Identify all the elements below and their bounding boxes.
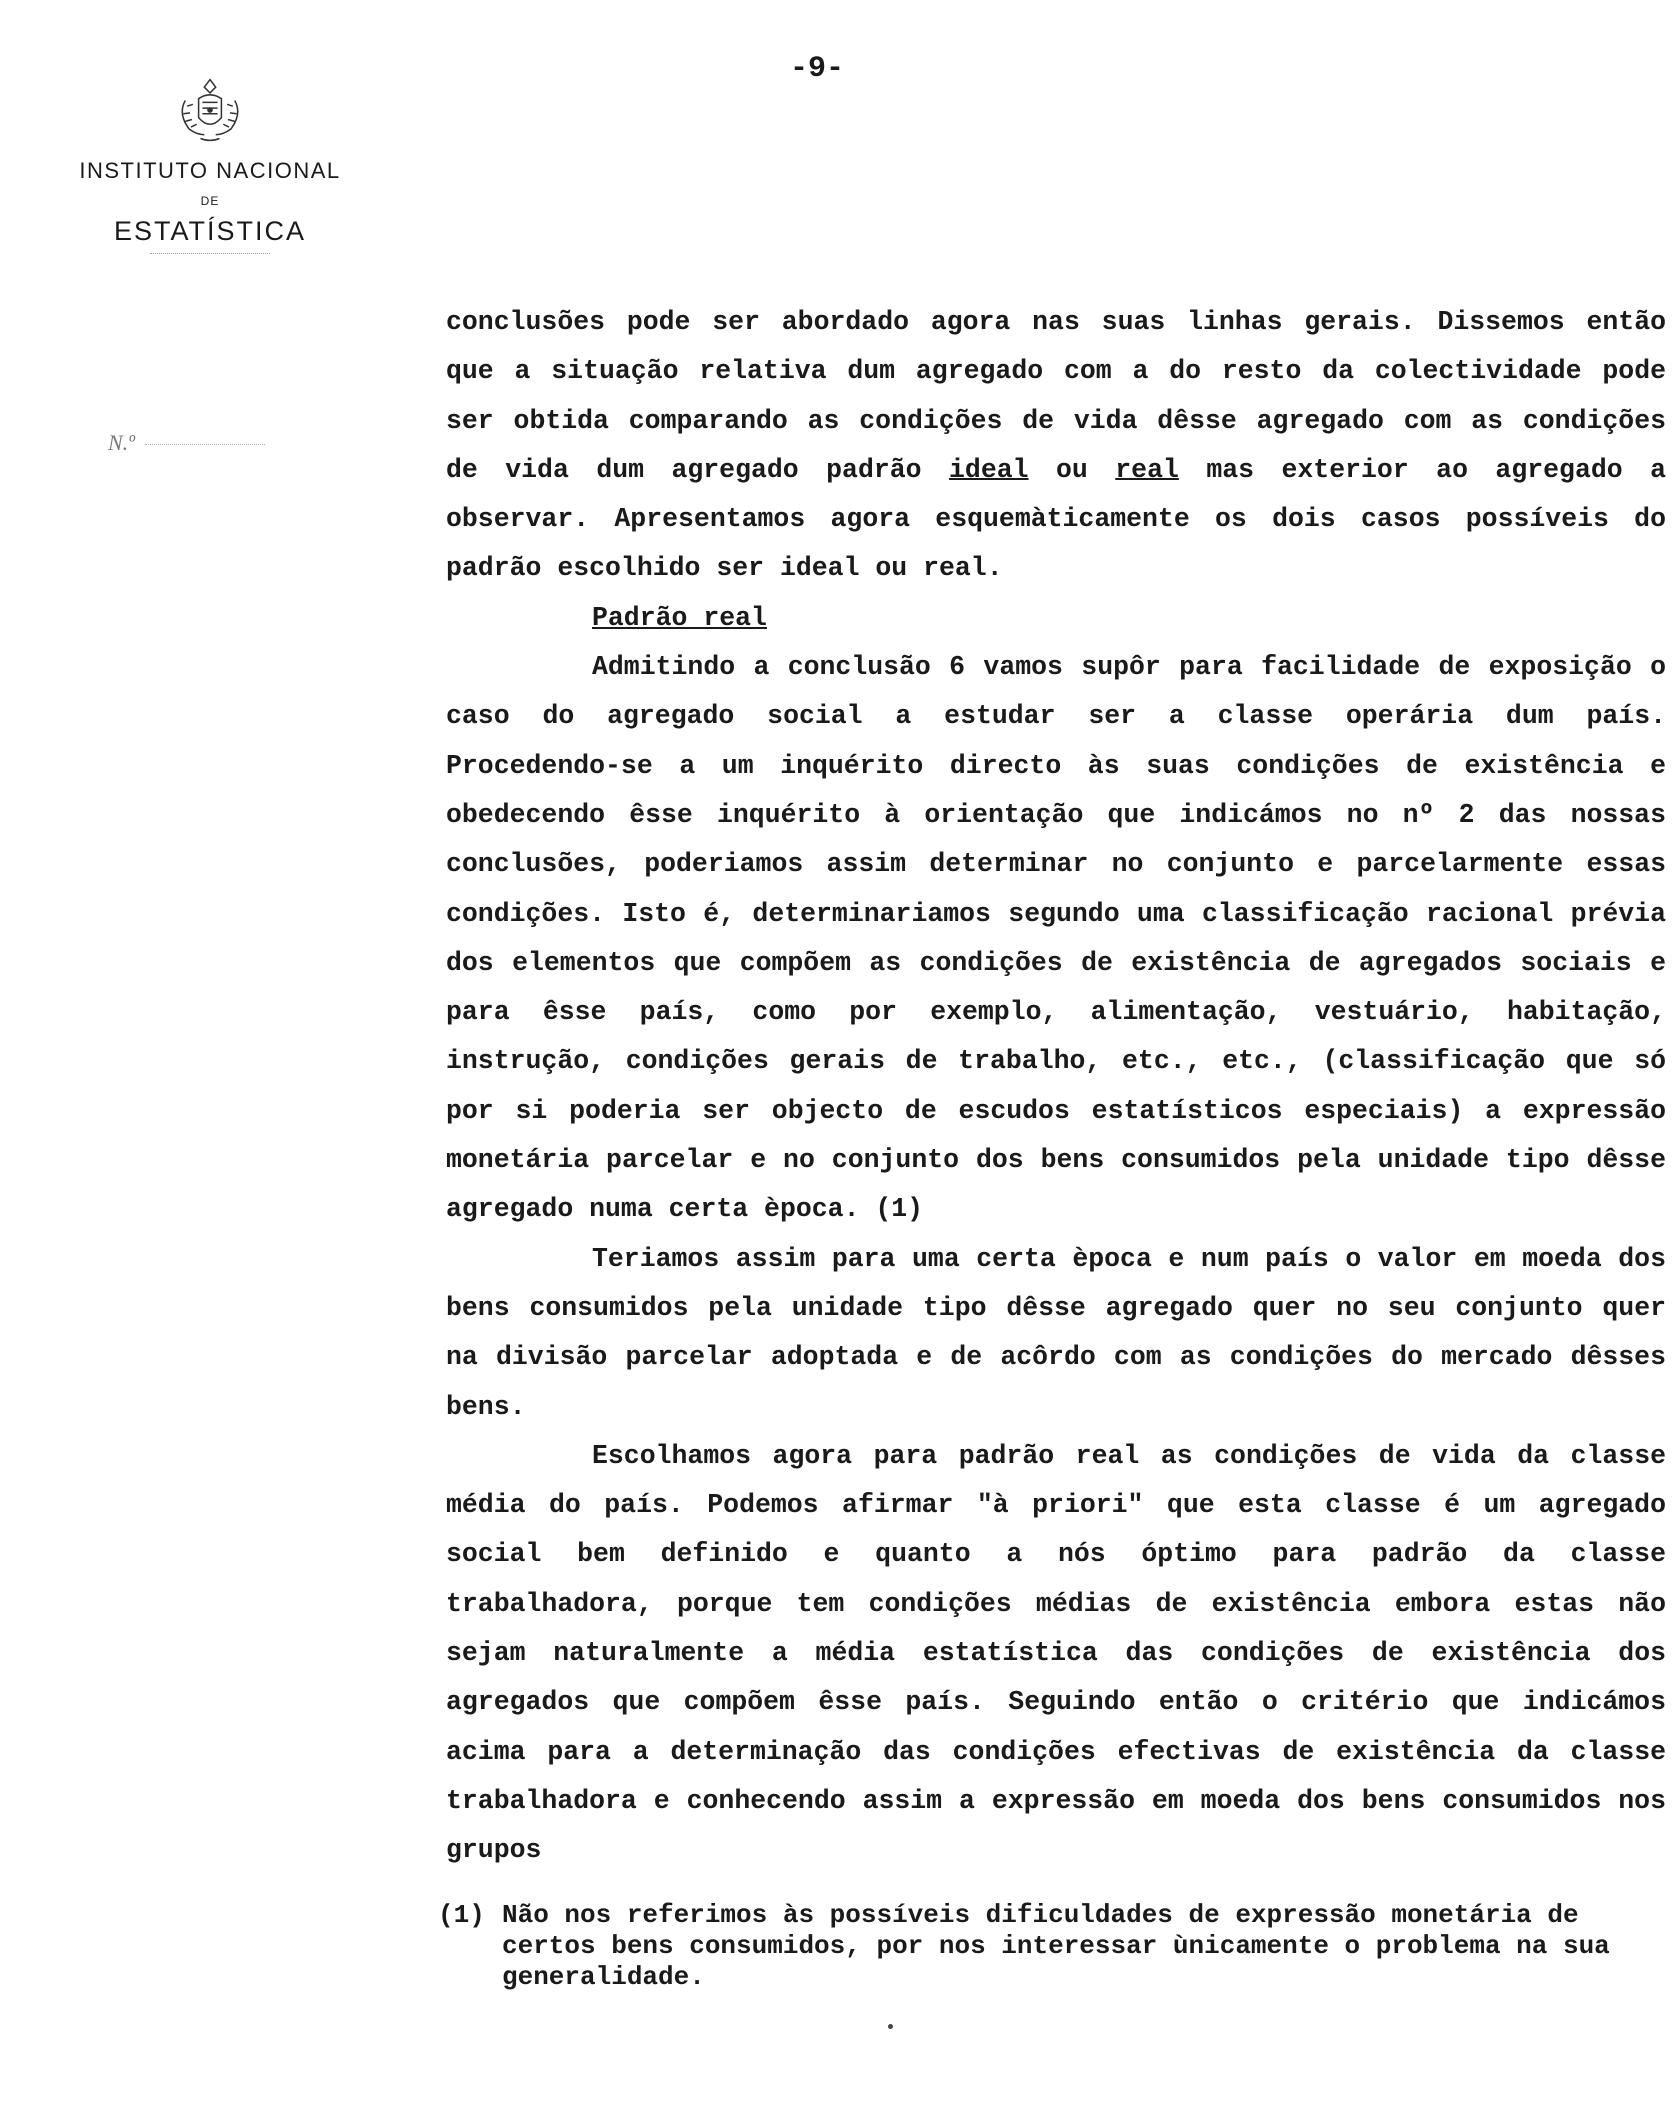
paragraph-1-real: real — [1115, 454, 1179, 485]
stray-dot-mark — [888, 2024, 893, 2029]
coat-of-arms-seal-icon — [172, 72, 248, 148]
paragraph-1 — [446, 298, 1666, 594]
section-heading — [446, 594, 1666, 643]
paragraph-1-or: ou — [1056, 454, 1088, 485]
paragraph-1-text: conclusões pode ser abordado agora nas suas linhas gerais. Dissemos então que a situação relativa dum agregado com a do resto da colectividade pode ser obtida comparando as condições de vida dêsse agregado com as condições de vida dum agregado padrão — [446, 307, 1666, 485]
page-number: -9- — [790, 52, 845, 86]
institute-name-line1: INSTITUTO NACIONAL — [79, 158, 341, 183]
letterhead — [60, 72, 360, 254]
paragraph-1-ideal: ideal — [949, 454, 1029, 485]
paragraph-2: Admitindo a conclusão 6 vamos supôr para facilidade de exposição o caso do agregado social a estudar ser a classe operária dum país. Procedendo-se a um inquérito directo às suas condições de existência e obedecendo êsse inquérito à orientação que indicámos no nº 2 das nossas conclusões, poderiamos assim determinar no conjunto e parcelarmente essas condições. Isto é, determinariamos segundo uma classificação racional prévia dos elementos que compõem as condições de existência de agregados sociais e para êsse país, como por exemplo, alimentação, vestuário, habitação, instrução, condições gerais de trabalho, etc., etc., (classificação que só por si poderia ser objecto de escudos estatísticos especiais) a expressão monetária parcelar e no conjunto dos bens consumidos pela unidade tipo dêsse agregado numa certa època. (1) — [446, 652, 1666, 1225]
reference-number-label: N.º — [108, 430, 135, 455]
reference-number-field — [108, 430, 265, 456]
paragraph-3: Teriamos assim para uma certa època e num país o valor em moeda dos bens consumidos pela unidade tipo dêsse agregado quer no seu conjunto quer na divisão parcelar adoptada e de acôrdo com as condições do mercado dêsses bens. — [446, 1243, 1666, 1422]
letterhead-divider — [150, 253, 270, 254]
section-heading-text: Padrão real — [592, 602, 767, 633]
institute-name-line2: DE — [200, 194, 220, 208]
footnote-mark: (1) — [438, 1900, 485, 1930]
reference-number-blank — [145, 444, 265, 445]
paragraph-1-end: mas exterior ao agregado a observar. Apresentamos agora esquemàticamente os dois casos possíveis do padrão escolhido ser ideal ou real. — [446, 454, 1667, 584]
paragraph-4: Escolhamos agora para padrão real as condições de vida da classe média do país. Podemos afirmar "à priori" que esta classe é um agregado social bem definido e quanto a nós óptimo para padrão da classe trabalhadora, porque tem condições médias de existência embora estas não sejam naturalmente a média estatística das condições de existência dos agregados que compõem êsse país. Seguindo então o critério que indicámos acima para a determinação das condições efectivas de existência da classe trabalhadora e conhecendo assim a expressão em moeda dos bens consumidos nos grupos — [446, 1440, 1666, 1866]
footnote-text: Não nos referimos às possíveis dificuldades de expressão monetária de certos bens consumidos, por nos interessar ùnicamente o problema na sua generalidade. — [502, 1900, 1610, 1992]
institute-name-line3: ESTATÍSTICA — [113, 216, 306, 246]
footnote — [438, 1900, 1666, 1993]
document-body — [446, 298, 1666, 1876]
